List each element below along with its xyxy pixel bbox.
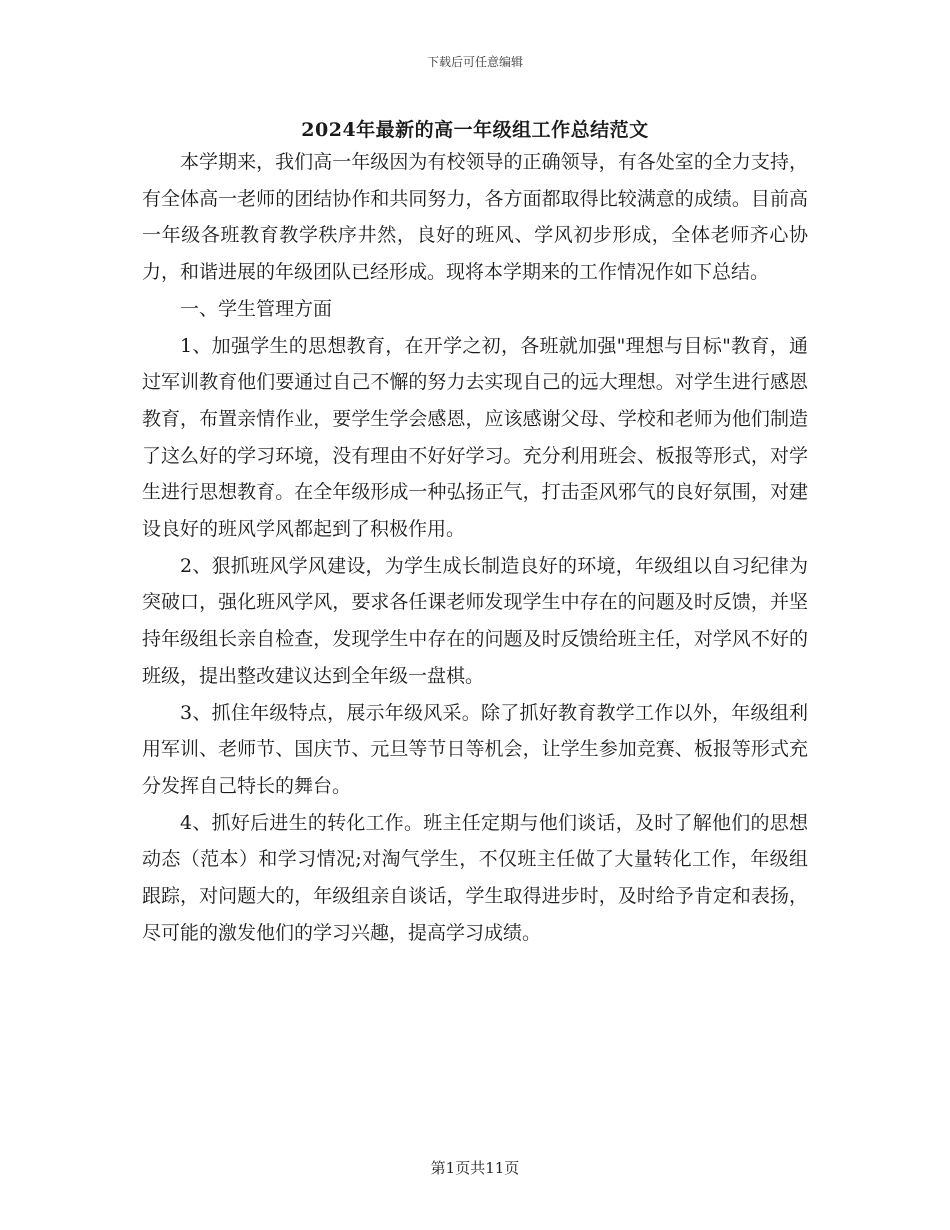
- header-note: 下载后可任意编辑: [426, 55, 523, 69]
- paragraph-item-3: 3、抓住年级特点，展示年级风采。除了抓好教育教学工作以外，年级组利用军训、老师节、国庆节、元旦等节日等机会，让学生参加竞赛、板报等形式充分发挥自己特长的舞台。: [142, 701, 808, 797]
- paragraph-item-2: 2、狠抓班风学风建设，为学生成长制造良好的环境，年级组以自习纪律为突破口，强化班风学风，要求各任课老师发现学生中存在的问题及时反馈，并坚持年级组长亲自检查，发现学生中存在的问题及时反馈给班主任，对学风不好的班级，提出整改建议达到全年级一盘棋。: [142, 554, 808, 687]
- paragraph-item-4: 4、抓好后进生的转化工作。班主任定期与他们谈话，及时了解他们的思想动态（范本）和学习情况;对淘气学生，不仅班主任做了大量转化工作，年级组跟踪，对问题大的，年级组亲自谈话，学生取得进步时，及时给予肯定和表扬，尽可能的激发他们的学习兴趣，提高学习成绩。: [142, 811, 808, 944]
- document-body: [142, 144, 808, 951]
- document-title: 2024年最新的高一年级组工作总结范文: [301, 119, 649, 141]
- page-number: 第1页共11页: [430, 1159, 520, 1177]
- section-heading: 一、学生管理方面: [180, 297, 333, 320]
- paragraph-item-1: 1、加强学生的思想教育，在开学之初，各班就加强"理想与目标"教育，通过军训教育他们要通过自己不懈的努力去实现自己的远大理想。对学生进行感恩教育，布置亲情作业，要学生学会感恩，应该感谢父母、学校和老师为他们制造了这么好的学习环境，没有理由不好好学习。充分利用班会、板报等形式，对学生进行思想教育。在全年级形成一种弘扬正气，打击歪风邪气的良好氛围，对建设良好的班风学风都起到了积极作用。: [142, 334, 808, 541]
- paragraph-intro: 本学期来，我们高一年级因为有校领导的正确领导，有各处室的全力支持，有全体高一老师的团结协作和共同努力，各方面都取得比较满意的成绩。目前高一年级各班教育教学秩序井然，良好的班风、学风初步形成，全体老师齐心协力，和谐进展的年级团队已经形成。现将本学期来的工作情况作如下总结。: [142, 151, 808, 284]
